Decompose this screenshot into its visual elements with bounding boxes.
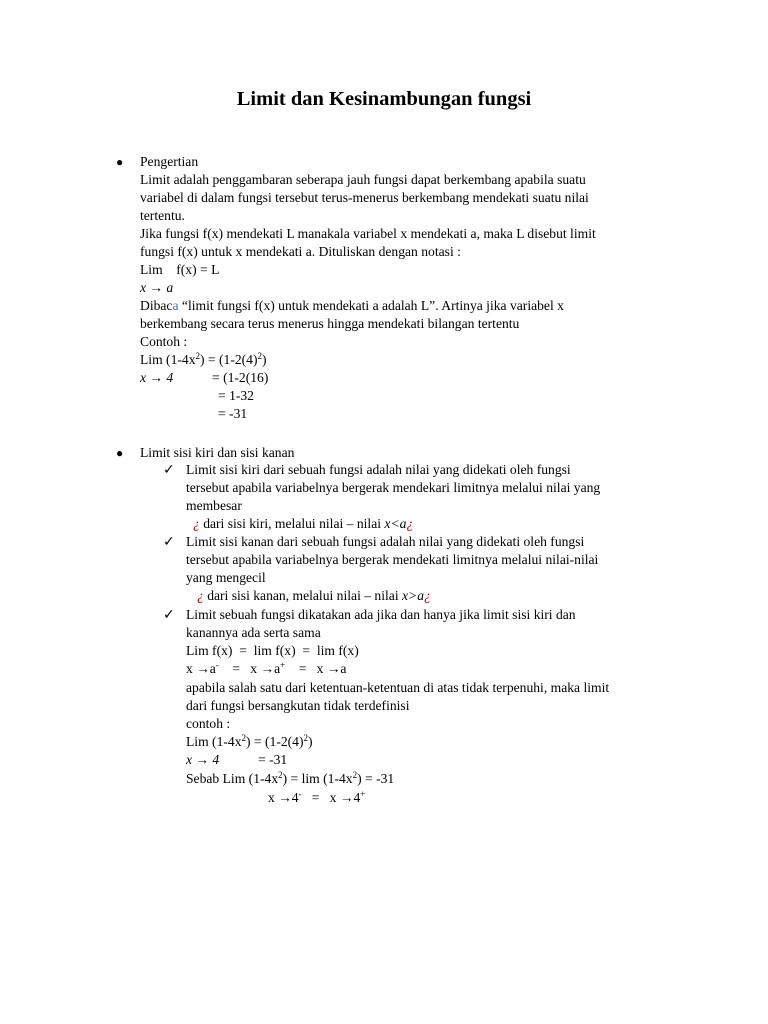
bullet-icon: ● <box>116 155 124 169</box>
limit-exists-line: kanannya ada serta sama <box>186 625 321 640</box>
exponent: 2 <box>195 351 200 361</box>
exponent: 2 <box>352 770 358 780</box>
limit-notation: Lim f(x) = L <box>140 262 220 277</box>
left-limit-note <box>193 515 413 533</box>
sebab-arrows <box>268 789 365 807</box>
example-label: Contoh : <box>140 334 188 349</box>
example2-arrow: x → 4 <box>186 752 220 767</box>
limit-equality: Lim f(x) = lim f(x) = lim f(x) <box>186 643 359 658</box>
condition-line: apabila salah satu dari ketentuan-ketentuan di atas tidak terpenuhi, maka limit <box>186 680 610 695</box>
section-heading-sisi: Limit sisi kiri dan sisi kanan <box>140 445 295 460</box>
superscript: - <box>215 660 219 670</box>
checkmark-icon: ✓ <box>163 462 175 478</box>
example-limit-mid: ) = (1-2(4) <box>200 352 258 367</box>
example-step: = -31 <box>218 406 248 421</box>
exponent: 2 <box>241 733 246 743</box>
sebab-line <box>186 770 394 788</box>
arrow-both: = x →a <box>285 661 347 676</box>
example2-end: ) <box>308 734 313 749</box>
example2-mid: ) = (1-2(4) <box>246 734 304 749</box>
example2-result: = -31 <box>258 752 288 767</box>
page-title: Limit dan Kesinambungan fungsi <box>236 88 532 110</box>
unrendered-glyph: ¿ <box>197 588 204 603</box>
superscript: + <box>280 660 286 670</box>
section-heading-pengertian: Pengertian <box>140 154 199 169</box>
bullet-icon: ● <box>116 446 124 460</box>
sebab-arrow-right: = x →4 <box>301 790 361 805</box>
right-limit-line: tersebut apabila variabelnya bergerak mendekati limitnya melalui nilai-nilai <box>186 552 599 567</box>
read-glyph: a <box>172 298 179 313</box>
superscript: - <box>298 789 302 799</box>
limit-notation-arrow: x → a <box>140 280 174 295</box>
superscript: + <box>360 789 366 799</box>
sebab-end: ) = -31 <box>357 771 395 786</box>
right-limit-note-math: x>a <box>402 588 425 603</box>
sebab-prefix: Sebab Lim (1-4x <box>186 771 279 786</box>
exponent: 2 <box>278 770 283 780</box>
left-limit-line: Limit sisi kiri dari sebuah fungsi adalah nilai yang didekati oleh fungsi <box>186 462 571 477</box>
arrow-right: = x →a <box>218 661 281 676</box>
left-limit-note-text: dari sisi kiri, melalui nilai – nilai <box>199 516 385 531</box>
sebab-mid: ) = lim (1-4x <box>282 771 353 786</box>
right-limit-note <box>197 587 431 605</box>
example-limit <box>140 351 267 369</box>
right-limit-line: Limit sisi kanan dari sebuah fungsi adalah nilai yang didekati oleh fungsi <box>186 534 585 549</box>
right-limit-note-text: dari sisi kanan, melalui nilai – nilai <box>203 588 402 603</box>
example-limit-prefix: Lim (1-4x <box>140 352 196 367</box>
read-prefix: Dibac <box>140 298 173 313</box>
read-rest: “limit fungsi f(x) untuk mendekati a adalah L”. Artinya jika variabel x <box>178 298 564 313</box>
example-limit-end: ) <box>262 352 267 367</box>
limit-exists-line: Limit sebuah fungsi dikatakan ada jika dan hanya jika limit sisi kiri dan <box>186 607 576 622</box>
left-limit-note-math: x<a <box>384 516 407 531</box>
example2-limit <box>186 733 313 751</box>
arrow-left: x →a <box>186 661 216 676</box>
checkmark-icon: ✓ <box>163 534 175 550</box>
example-step: = 1-32 <box>218 388 254 403</box>
right-limit-line: yang mengecil <box>186 570 266 585</box>
left-limit-line: membesar <box>186 498 242 513</box>
read-as-line <box>140 297 564 315</box>
unrendered-glyph: ¿ <box>424 588 431 603</box>
definition-line: tertentu. <box>140 208 185 223</box>
example-step: = (1-2(16) <box>212 370 269 385</box>
exponent: 2 <box>303 733 308 743</box>
definition-line: variabel di dalam fungsi tersebut terus-menerus berkembang mendekati suatu nilai <box>140 190 589 205</box>
definition-line: Limit adalah penggambaran seberapa jauh fungsi dapat berkembang apabila suatu <box>140 172 586 187</box>
unrendered-glyph: ¿ <box>406 516 414 531</box>
limit-equality-arrows <box>186 660 346 678</box>
sebab-arrow-left: x →4 <box>268 790 299 805</box>
notation-intro-line: Jika fungsi f(x) mendekati L manakala variabel x mendekati a, maka L disebut limit <box>140 226 596 241</box>
example2-prefix: Lim (1-4x <box>186 734 242 749</box>
left-limit-line: tersebut apabila variabelnya bergerak mendekari limitnya melalui nilai yang <box>186 480 601 495</box>
read-as-line: berkembang secara terus menerus hingga mendekati bilangan tertentu <box>140 316 520 331</box>
unrendered-glyph: ¿ <box>193 516 200 531</box>
notation-intro-line: fungsi f(x) untuk x mendekati a. Dituliskan dengan notasi : <box>140 244 461 259</box>
example-arrow: x → 4 <box>140 370 174 385</box>
exponent: 2 <box>257 351 262 361</box>
contoh-label: contoh : <box>186 716 231 731</box>
checkmark-icon: ✓ <box>163 607 175 623</box>
condition-line: dari fungsi bersangkutan tidak terdefinisi <box>186 698 410 713</box>
